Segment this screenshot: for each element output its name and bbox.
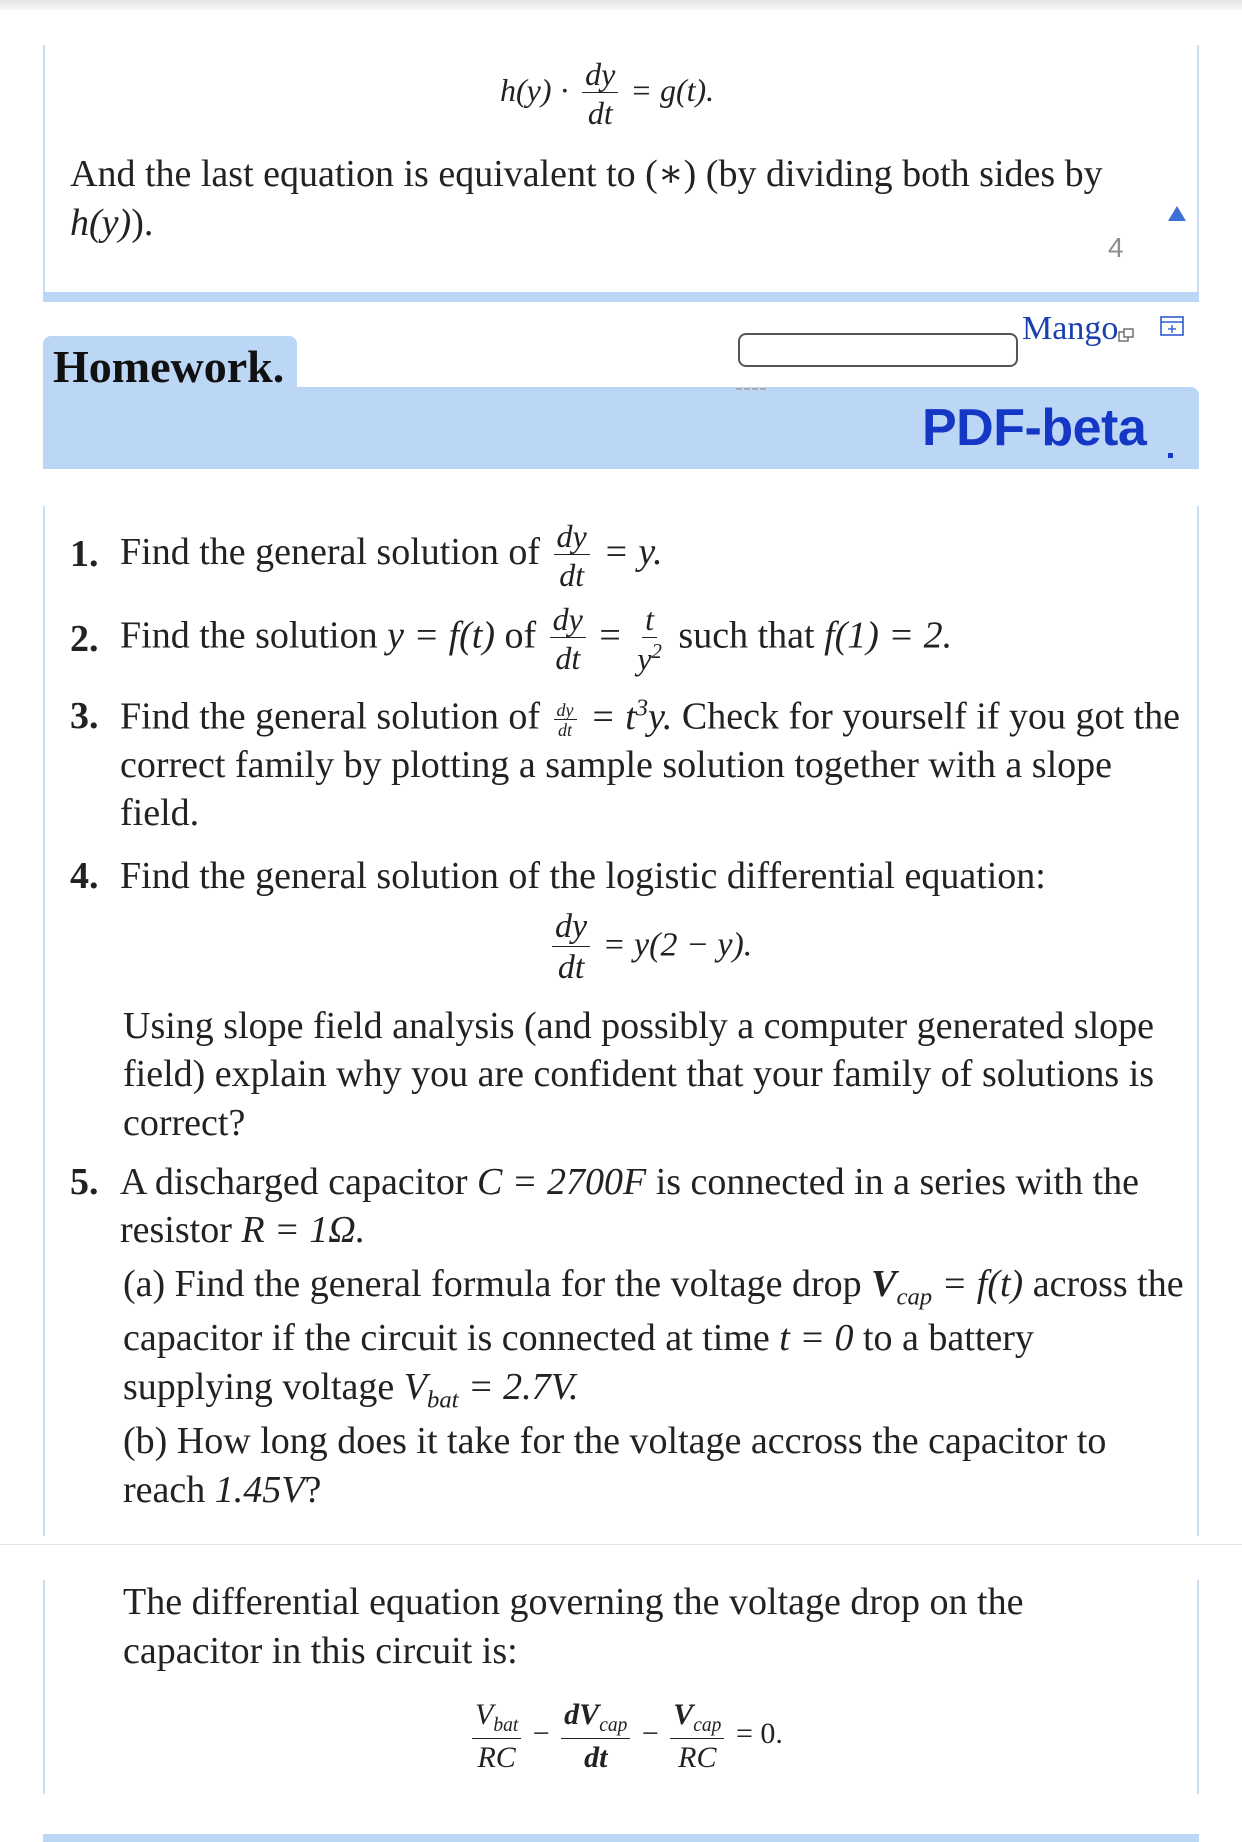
pdf-beta-link[interactable]: PDF-beta [922,399,1147,457]
mango-link[interactable]: Mango [1022,310,1119,347]
scroll-up-icon[interactable] [1168,206,1186,221]
paragraph: (b) How long does it take for the voltage accross the capacitor to reach 1.45V? [123,1420,1107,1512]
page-number: 4 [1108,232,1124,263]
section-bracket-right [1197,506,1199,1536]
divider [0,1544,1242,1545]
save-icon[interactable] [1160,316,1184,336]
top-paragraph: And the last equation is equivalent to (∗) (by dividing both sides by h(y)). [70,153,1103,245]
resize-handle[interactable] [736,380,766,390]
paragraph: (a) Find the general formula for the voltage drop $V_{cap} = f(t)$ across the capacitor if the circuit is connected at time t = 0 to a battery supplying voltage $V_{bat} = 2.7V$. [123,1263,1184,1414]
bottom-paragraph: The differential equation governing the voltage drop on the capacitor in this circuit is: [123,1581,1024,1673]
paragraph: Using slope field analysis (and possibly a computer generated slope field) explain why you are confident that your family of solutions is correct? [123,1005,1155,1144]
section-bracket-left [43,1580,45,1794]
external-window-icon[interactable] [1118,328,1134,342]
homework-title: Homework. [53,341,285,392]
menu-dot-icon [1168,453,1173,458]
section-bracket-left [43,506,45,1536]
bottom-band [43,1834,1199,1842]
capacitor-equation: $\frac{V_{bat}}{RC}$ − $\frac{dV_{cap}}{dt}$ − $\frac{V_{cap}}{RC}$ = 0. [468,1700,783,1773]
top-bar [0,0,1242,10]
logistic-equation: $\frac{dy}{dt}$ = y(2 − y). [548,910,752,985]
top-equation: h(y) · $\frac{dy}{dt}$ = g(t). [500,56,715,131]
search-input[interactable] [738,333,1018,367]
section-divider [43,292,1199,302]
section-bracket-right [1197,45,1199,297]
section-bracket-left [43,45,45,297]
section-bracket-right [1197,1580,1199,1794]
